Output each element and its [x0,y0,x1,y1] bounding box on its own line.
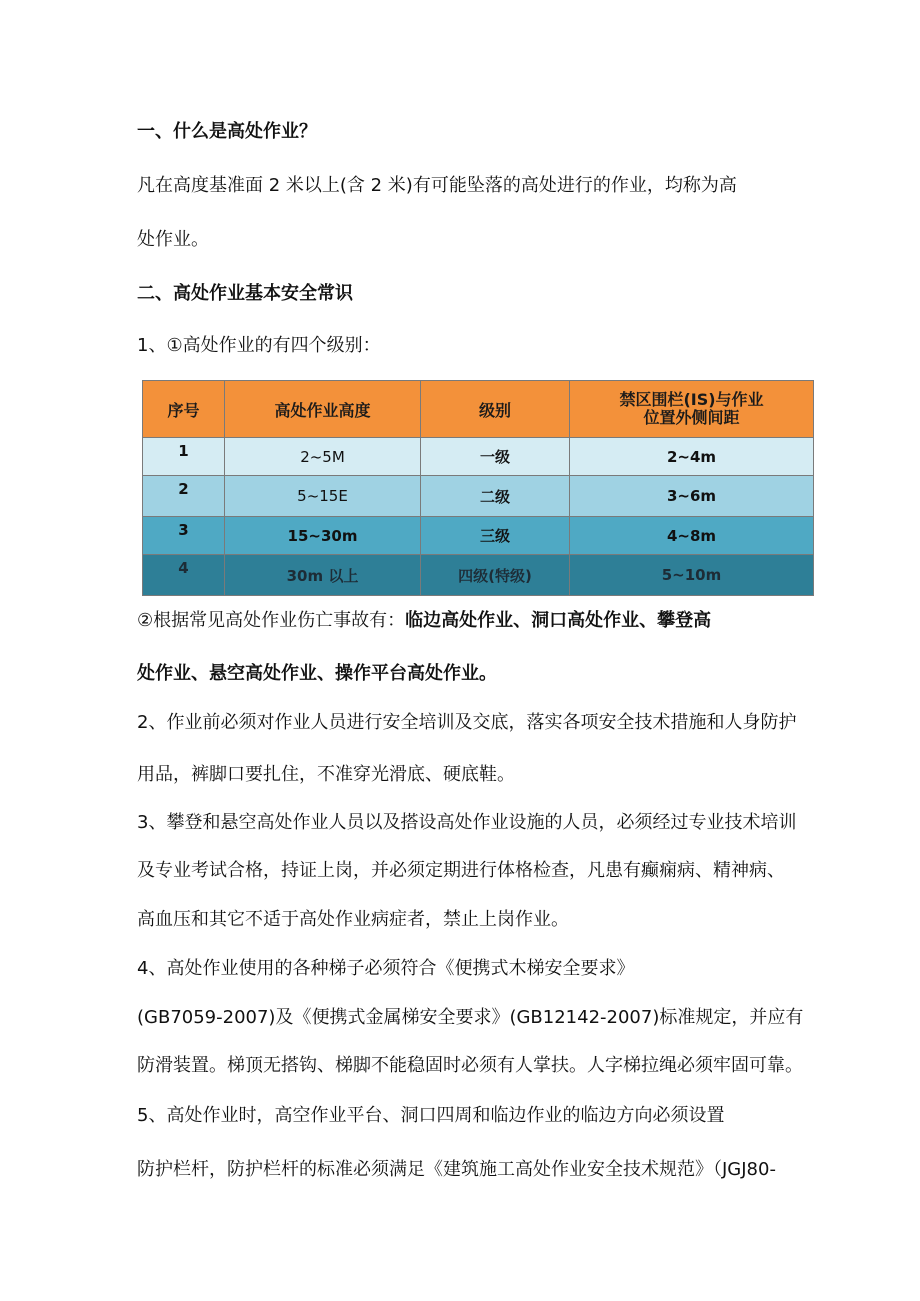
paragraph: 防护栏杆，防护栏杆的标准必须满足《建筑施工高处作业安全技术规范》（JGJ80- [137,1159,776,1180]
cell-height: 30m 以上 [225,555,421,596]
cell-distance: 3~6m [570,476,814,517]
paragraph: 用品，裤脚口要扎住，不准穿光滑底、硬底鞋。 [137,764,515,785]
paragraph: 凡在高度基准面 2 米以上(含 2 米)有可能坠落的高处进行的作业，均称为高 [137,175,737,196]
height-levels-table [142,380,814,596]
paragraph: 处作业。 [137,229,209,250]
cell-no: 3 [143,517,225,555]
cell-distance: 4~8m [570,517,814,555]
cell-level: 四级(特级) [421,555,570,596]
header-distance-line1: 禁区围栏(IS)与作业 [619,390,764,409]
cell-level: 一级 [421,438,570,476]
cell-height: 2~5M [225,438,421,476]
paragraph: 处作业、悬空高处作业、操作平台高处作业。 [137,663,497,684]
paragraph: 5、高处作业时，高空作业平台、洞口四周和临边作业的临边方向必须设置 [137,1105,725,1126]
cell-height: 5~15E [225,476,421,517]
section-title-2: 二、高处作业基本安全常识 [137,283,353,304]
table-header-row [143,381,814,438]
paragraph-normal-text: ②根据常见高处作业伤亡事故有： [137,610,406,631]
cell-no: 4 [143,555,225,596]
cell-distance: 2~4m [570,438,814,476]
table-row [143,555,814,596]
paragraph: 及专业考试合格，持证上岗，并必须定期进行体格检查，凡患有癫痫病、精神病、 [137,860,785,881]
header-height: 高处作业高度 [225,381,421,438]
paragraph: 4、高处作业使用的各种梯子必须符合《便携式木梯安全要求》 [137,958,635,979]
table-row [143,438,814,476]
paragraph: 3、攀登和悬空高处作业人员以及搭设高处作业设施的人员，必须经过专业技术培训 [137,812,797,833]
header-no: 序号 [143,381,225,438]
cell-no: 1 [143,438,225,476]
cell-distance: 5~10m [570,555,814,596]
header-distance [570,381,814,438]
header-level: 级别 [421,381,570,438]
paragraph: 防滑装置。梯顶无搭钩、梯脚不能稳固时必须有人掌扶。人字梯拉绳必须牢固可靠。 [137,1055,803,1076]
table-row [143,476,814,517]
paragraph-bold-text: 临边高处作业、洞口高处作业、攀登高 [405,610,712,631]
header-distance-line2: 位置外侧间距 [643,408,740,427]
table-row [143,517,814,555]
paragraph [137,609,711,633]
cell-level: 三级 [421,517,570,555]
section-title-1: 一、什么是高处作业？ [137,121,317,142]
cell-height: 15~30m [225,517,421,555]
paragraph: 2、作业前必须对作业人员进行安全培训及交底，落实各项安全技术措施和人身防护 [137,712,797,733]
paragraph: (GB7059-2007)及《便携式金属梯安全要求》(GB12142-2007)标准规定，并应有 [137,1007,804,1028]
cell-no: 2 [143,476,225,517]
list-item: 1、①高处作业的有四个级别： [137,335,381,356]
paragraph: 高血压和其它不适于高处作业病症者，禁止上岗作业。 [137,909,569,930]
cell-level: 二级 [421,476,570,517]
